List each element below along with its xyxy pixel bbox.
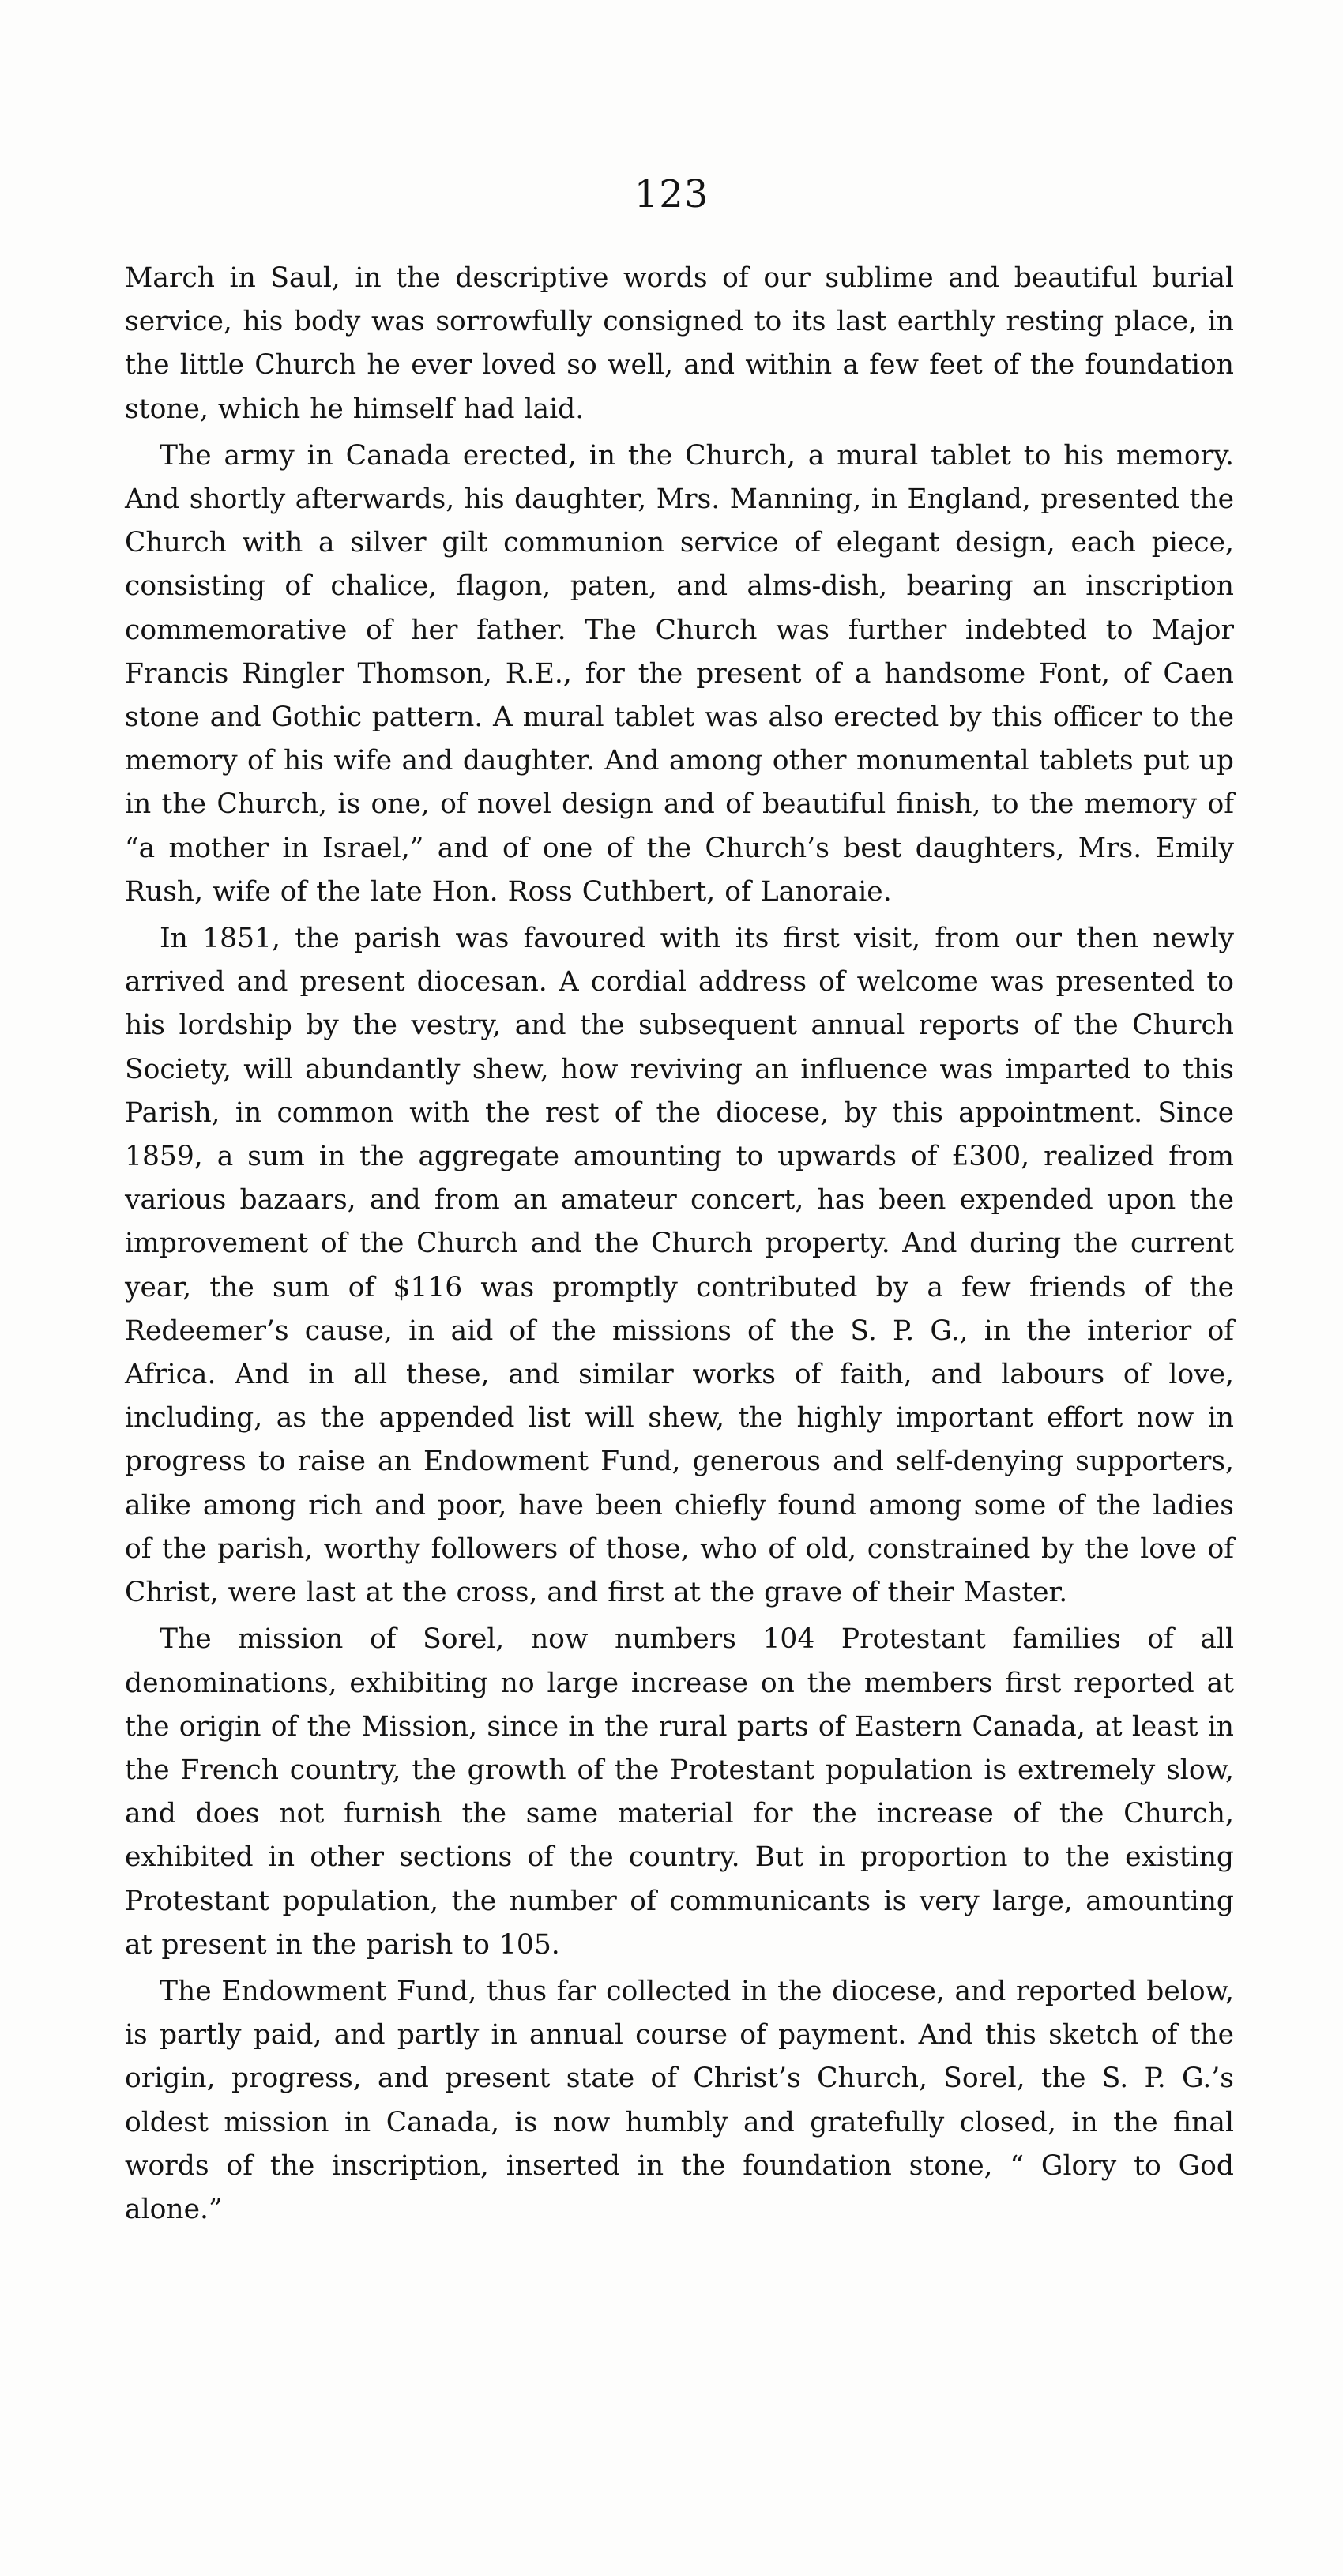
page-number: 123: [634, 172, 709, 216]
body-text: [125, 257, 1234, 2235]
paragraph-mission-of-sorel: The mission of Sorel, now numbers 104 Protestant families of all denominations, exhibiting no large increase on the members first reported at the origin of the Mission, since in the rural parts of Eastern Canada, at least in the French country, the growth of the Protestant population is extremely slow, and does not furnish the same material for the increase of the Church, exhibited in other sections of the country. But in proportion to the existing Protestant population, the number of communicants is very large, amounting at present in the parish to 105.: [125, 1623, 1234, 1961]
paragraph-endowment-fund: The Endowment Fund, thus far collected in the diocese, and reported below, is partly paid, and partly in annual course of payment. And this sketch of the origin, progress, and present state of Christ’s Church, Sorel, the S. P. G.’s oldest mission in Canada, is now humbly and gratefully closed, in the final words of the inscription, inserted in the foundation stone, “ Glory to God alone.”: [125, 1975, 1234, 2225]
paragraph-burial-service: March in Saul, in the descriptive words of our sublime and beautiful burial service, his body was sorrowfully consigned to its last earthly resting place, in the little Church he ever loved so well, and within a few feet of the foundation stone, which he himself had laid.: [125, 262, 1234, 425]
paragraph-diocesan-visit: In 1851, the parish was favoured with its first visit, from our then newly arrived and present diocesan. A cordial address of welcome was presented to his lordship by the vestry, and the subsequent annual reports of the Church Society, will abundantly shew, how reviving an influence was imparted to this Parish, in common with the rest of the diocese, by this appointment. Since 1859, a sum in the aggregate amounting to upwards of £300, realized from various bazaars, and from an amateur concert, has been expended upon the improvement of the Church and the Church property. And during the current year, the sum of $116 was promptly contributed by a few friends of the Redeemer’s cause, in aid of the missions of the S. P. G., in the interior of Africa. And in all these, and similar works of faith, and labours of love, including, as the appended list will shew, the highly important effort now in progress to raise an Endowment Fund, generous and self-denying supporters, alike among rich and poor, have been chiefly found among some of the ladies of the parish, worthy followers of those, who of old, constrained by the love of Christ, were last at the cross, and first at the grave of their Master.: [125, 923, 1234, 1609]
paragraph-memorials: The army in Canada erected, in the Church, a mural tablet to his memory. And shortly afterwards, his daughter, Mrs. Manning, in England, presented the Church with a silver gilt communion service of elegant design, each piece, consisting of chalice, flagon, paten, and alms-dish, bearing an inscription commemorative of her father. The Church was further indebted to Major Francis Ringler Thomson, R.E., for the present of a handsome Font, of Caen stone and Gothic pattern. A mural tablet was also erected by this officer to the memory of his wife and daughter. And among other monumental tablets put up in the Church, is one, of novel design and of beautiful finish, to the memory of “a mother in Israel,” and of one of the Church’s best daughters, Mrs. Emily Rush, wife of the late Hon. Ross Cuthbert, of Lanoraie.: [125, 439, 1234, 908]
